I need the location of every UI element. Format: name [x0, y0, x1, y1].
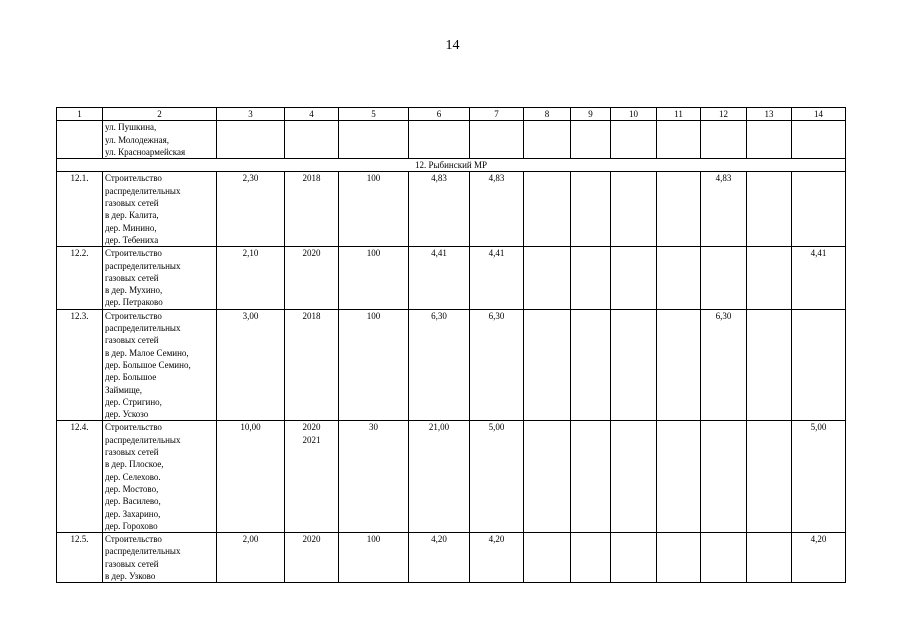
description-line: дер. Ускозо: [105, 409, 149, 420]
cell-value: 2020: [302, 422, 321, 433]
cell-col7: [470, 172, 524, 247]
page-number: 14: [445, 38, 460, 53]
header-cell: 5: [339, 108, 409, 121]
cell-col9: [571, 172, 611, 247]
cell-col4: [285, 309, 339, 421]
continuation-cell: [57, 121, 103, 159]
cell-col11: [657, 533, 701, 583]
cell-value: 5,00: [810, 422, 827, 433]
continuation-cell: [792, 121, 846, 159]
continuation-cell: [470, 121, 524, 159]
cell-col8: [524, 247, 571, 309]
description-line: распределительных: [105, 323, 181, 334]
table-row: [57, 247, 846, 309]
cell-col12: [701, 421, 747, 533]
description-line: дер. Большое: [105, 372, 157, 383]
continuation-row: [57, 121, 846, 159]
description-line: дер. Петраково: [105, 297, 163, 308]
cell-value: 4,83: [488, 173, 505, 184]
cell-col9: [571, 533, 611, 583]
section-title: 12. Рыбинский МР: [57, 159, 846, 172]
section-row: [57, 159, 846, 172]
row-number-cell: [57, 533, 103, 583]
cell-value: 4,41: [810, 248, 827, 259]
description-line: Займище,: [105, 384, 143, 395]
cell-col11: [657, 309, 701, 421]
description-line: в дер. Мухино,: [105, 285, 163, 296]
cell-value: 4,41: [488, 248, 505, 259]
cell-value: 6,30: [431, 310, 447, 321]
cell-col7: [470, 533, 524, 583]
row-number-cell: [57, 172, 103, 247]
cell-value: 6,30: [488, 310, 505, 321]
description-line: дер. Стригино,: [105, 396, 162, 407]
header-cell: 14: [792, 108, 846, 121]
cell-col5: [339, 421, 409, 533]
description-line: в дер. Малое Семино,: [105, 347, 189, 358]
cell-value: 2018: [302, 173, 321, 184]
cell-col4: [285, 172, 339, 247]
cell-value: 2021: [302, 434, 321, 445]
continuation-cell: [657, 121, 701, 159]
description-line: газовых сетей: [105, 335, 159, 346]
description-line: Строительство: [105, 310, 162, 321]
cell-col5: [339, 172, 409, 247]
cell-col5: [339, 533, 409, 583]
continuation-cell: [611, 121, 657, 159]
header-cell: 1: [57, 108, 103, 121]
cell-col12: [701, 172, 747, 247]
cell-col9: [571, 247, 611, 309]
description-line: распределительных: [105, 434, 181, 445]
continuation-cell: [571, 121, 611, 159]
description-line: распределительных: [105, 546, 181, 557]
description-line: газовых сетей: [105, 558, 159, 569]
header-cell: 4: [285, 108, 339, 121]
continuation-address-cell: [103, 121, 217, 159]
cell-value: 2,10: [242, 248, 259, 259]
header-cell: 12: [701, 108, 747, 121]
continuation-cell: [524, 121, 571, 159]
continuation-cell: [217, 121, 285, 159]
description-line: Строительство: [105, 422, 162, 433]
cell-col3: [217, 533, 285, 583]
description-line: в дер. Узково: [105, 570, 156, 581]
row-number: 12.3.: [70, 310, 89, 321]
cell-col14: [792, 172, 846, 247]
description-line: Строительство: [105, 248, 162, 259]
description-line: дер. Василево,: [105, 496, 161, 507]
cell-col14: [792, 309, 846, 421]
description-line: в дер. Плоское,: [105, 459, 164, 470]
cell-col5: [339, 247, 409, 309]
cell-col14: [792, 421, 846, 533]
cell-col7: [470, 309, 524, 421]
description-line: дер. Мостово,: [105, 483, 159, 494]
cell-col13: [747, 533, 792, 583]
cell-col12: [701, 247, 747, 309]
cell-col3: [217, 247, 285, 309]
cell-value: 4,83: [715, 173, 732, 184]
continuation-cell: [409, 121, 470, 159]
description-line: газовых сетей: [105, 447, 159, 458]
table-row: [57, 533, 846, 583]
cell-value: 2018: [302, 310, 321, 321]
cell-col7: [470, 421, 524, 533]
header-cell: 2: [103, 108, 217, 121]
description-cell: [103, 309, 217, 421]
cell-value: 100: [366, 534, 381, 545]
continuation-cell: [747, 121, 792, 159]
cell-value: 10,00: [240, 422, 261, 433]
header-cell: 7: [470, 108, 524, 121]
cell-col13: [747, 421, 792, 533]
cell-col11: [657, 247, 701, 309]
cell-col4: [285, 247, 339, 309]
row-number: 12.2.: [70, 248, 89, 259]
cell-value: 3,00: [242, 310, 259, 321]
cell-value: 5,00: [488, 422, 505, 433]
cell-col5: [339, 309, 409, 421]
description-line: в дер. Калита,: [105, 210, 159, 221]
description-cell: [103, 247, 217, 309]
header-cell: 6: [409, 108, 470, 121]
description-line: газовых сетей: [105, 272, 159, 283]
cell-col10: [611, 421, 657, 533]
address-line: ул. Красноармейская: [105, 146, 186, 157]
cell-value: 100: [366, 248, 381, 259]
row-number: 12.4.: [70, 422, 89, 433]
description-line: Строительство: [105, 534, 162, 545]
cell-col3: [217, 309, 285, 421]
description-cell: [103, 172, 217, 247]
cell-col8: [524, 421, 571, 533]
cell-value: 2,30: [242, 173, 259, 184]
table-row: [57, 309, 846, 421]
header-cell: 11: [657, 108, 701, 121]
table-row: [57, 421, 846, 533]
cell-col10: [611, 247, 657, 309]
cell-value: 2020: [302, 534, 321, 545]
data-table: [56, 107, 846, 583]
cell-col4: [285, 533, 339, 583]
cell-col14: [792, 247, 846, 309]
cell-col6: [409, 421, 470, 533]
cell-value: 30: [369, 422, 378, 433]
cell-col14: [792, 533, 846, 583]
cell-col7: [470, 247, 524, 309]
description-cell: [103, 533, 217, 583]
continuation-cell: [701, 121, 747, 159]
cell-col8: [524, 309, 571, 421]
header-cell: 8: [524, 108, 571, 121]
address-line: ул. Молодежная,: [105, 134, 169, 145]
cell-col11: [657, 421, 701, 533]
description-cell: [103, 421, 217, 533]
address-line: ул. Пушкина,: [105, 122, 157, 133]
cell-col6: [409, 533, 470, 583]
description-line: дер. Горохово: [105, 520, 158, 531]
cell-col8: [524, 533, 571, 583]
description-line: распределительных: [105, 260, 181, 271]
header-cell: 3: [217, 108, 285, 121]
cell-col9: [571, 421, 611, 533]
description-line: дер. Захарино,: [105, 508, 161, 519]
cell-col6: [409, 172, 470, 247]
row-number: 12.5.: [70, 534, 89, 545]
cell-col6: [409, 247, 470, 309]
cell-value: 100: [366, 173, 381, 184]
cell-col10: [611, 533, 657, 583]
cell-col8: [524, 172, 571, 247]
row-number-cell: [57, 421, 103, 533]
header-cell: 13: [747, 108, 792, 121]
row-number: 12.1.: [70, 173, 89, 184]
description-line: дер. Минино,: [105, 222, 157, 233]
cell-col10: [611, 309, 657, 421]
continuation-cell: [339, 121, 409, 159]
row-number-cell: [57, 309, 103, 421]
cell-value: 4,41: [431, 248, 447, 259]
cell-col6: [409, 309, 470, 421]
cell-col13: [747, 247, 792, 309]
header-cell: 10: [611, 108, 657, 121]
continuation-cell: [285, 121, 339, 159]
description-line: дер. Тебениха: [105, 234, 159, 245]
cell-col12: [701, 309, 747, 421]
cell-col10: [611, 172, 657, 247]
header-row: [57, 108, 846, 121]
cell-col13: [747, 309, 792, 421]
cell-col11: [657, 172, 701, 247]
cell-value: 21,00: [428, 422, 450, 433]
cell-value: 2020: [302, 248, 321, 259]
cell-value: 6,30: [715, 310, 732, 321]
cell-value: 4,20: [431, 534, 447, 545]
row-number-cell: [57, 247, 103, 309]
cell-value: 4,20: [810, 534, 827, 545]
description-line: дер. Селехово.: [105, 471, 161, 482]
description-line: Строительство: [105, 173, 162, 184]
cell-col3: [217, 421, 285, 533]
cell-value: 4,20: [488, 534, 505, 545]
description-line: распределительных: [105, 185, 181, 196]
cell-value: 2,00: [242, 534, 259, 545]
cell-value: 4,83: [431, 173, 447, 184]
header-cell: 9: [571, 108, 611, 121]
cell-col12: [701, 533, 747, 583]
cell-col4: [285, 421, 339, 533]
cell-col13: [747, 172, 792, 247]
cell-col3: [217, 172, 285, 247]
description-line: газовых сетей: [105, 198, 159, 209]
cell-col9: [571, 309, 611, 421]
table-row: [57, 172, 846, 247]
description-line: дер. Большое Семино,: [105, 359, 191, 370]
cell-value: 100: [366, 310, 381, 321]
